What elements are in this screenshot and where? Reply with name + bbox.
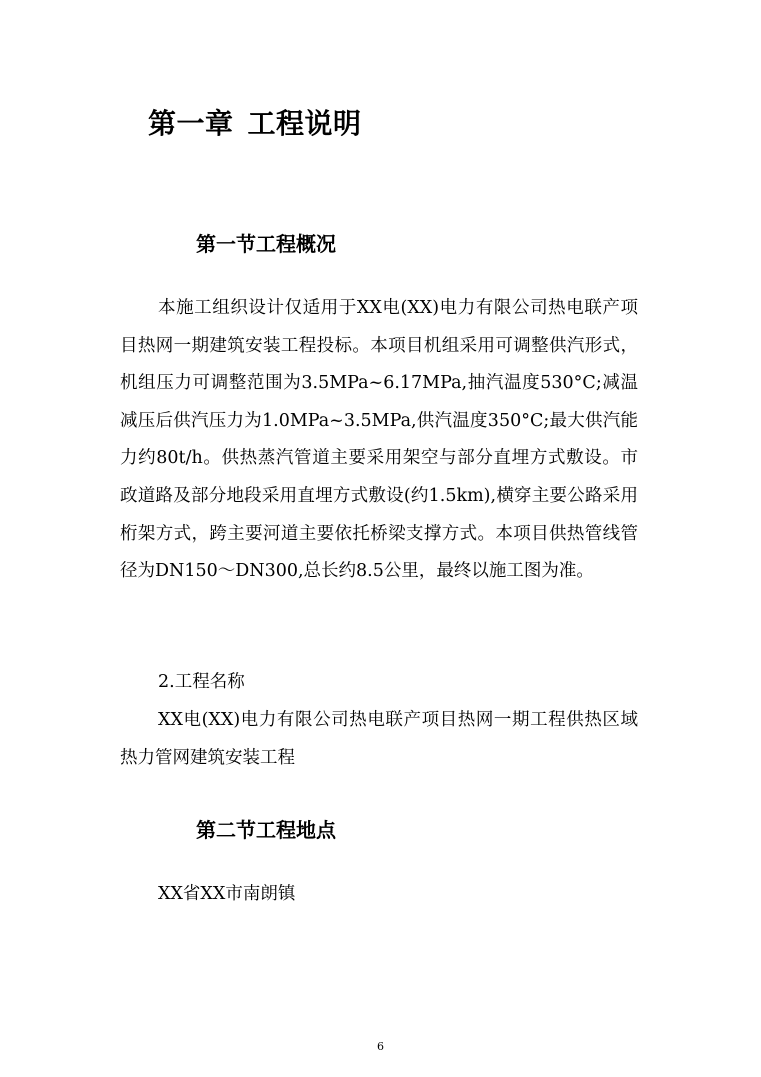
project-name-paragraph: XX电(XX)电力有限公司热电联产项目热网一期工程供热区域热力管网建筑安装工程: [120, 710, 638, 768]
section-title-overview: 第一节工程概况: [196, 232, 336, 256]
chapter-number: 第一章: [148, 107, 234, 140]
project-name-heading: 2.工程名称: [158, 672, 245, 692]
chapter-name: 工程说明: [247, 107, 362, 140]
overview-paragraph: 本施工组织设计仅适用于XX电(XX)电力有限公司热电联产项目热网一期建筑安装工程投标。本项目机组采用可调整供汽形式，机组压力可调整范围为3.5MPa~6.17MPa,抽汽温度530°C;减温减压后供汽压力为1.0MPa~3.5MPa,供汽温度350°C;最大供汽能力约80t/h。供热蒸汽管道主要采用架空与部分直埋方式敷设。市政道路及部分地段采用直埋方式敷设(约1.5km),横穿主要公路采用桁架方式，跨主要河道主要依托桥梁支撑方式。本项目供热管线管径为DN150～DN300,总长约8.5公里，最终以施工图为准。: [120, 298, 638, 582]
page-number: 6: [377, 1040, 384, 1053]
chapter-title: [148, 102, 362, 142]
section-title-location: 第二节工程地点: [196, 818, 336, 842]
location-paragraph: XX省XX市南朗镇: [158, 884, 296, 904]
